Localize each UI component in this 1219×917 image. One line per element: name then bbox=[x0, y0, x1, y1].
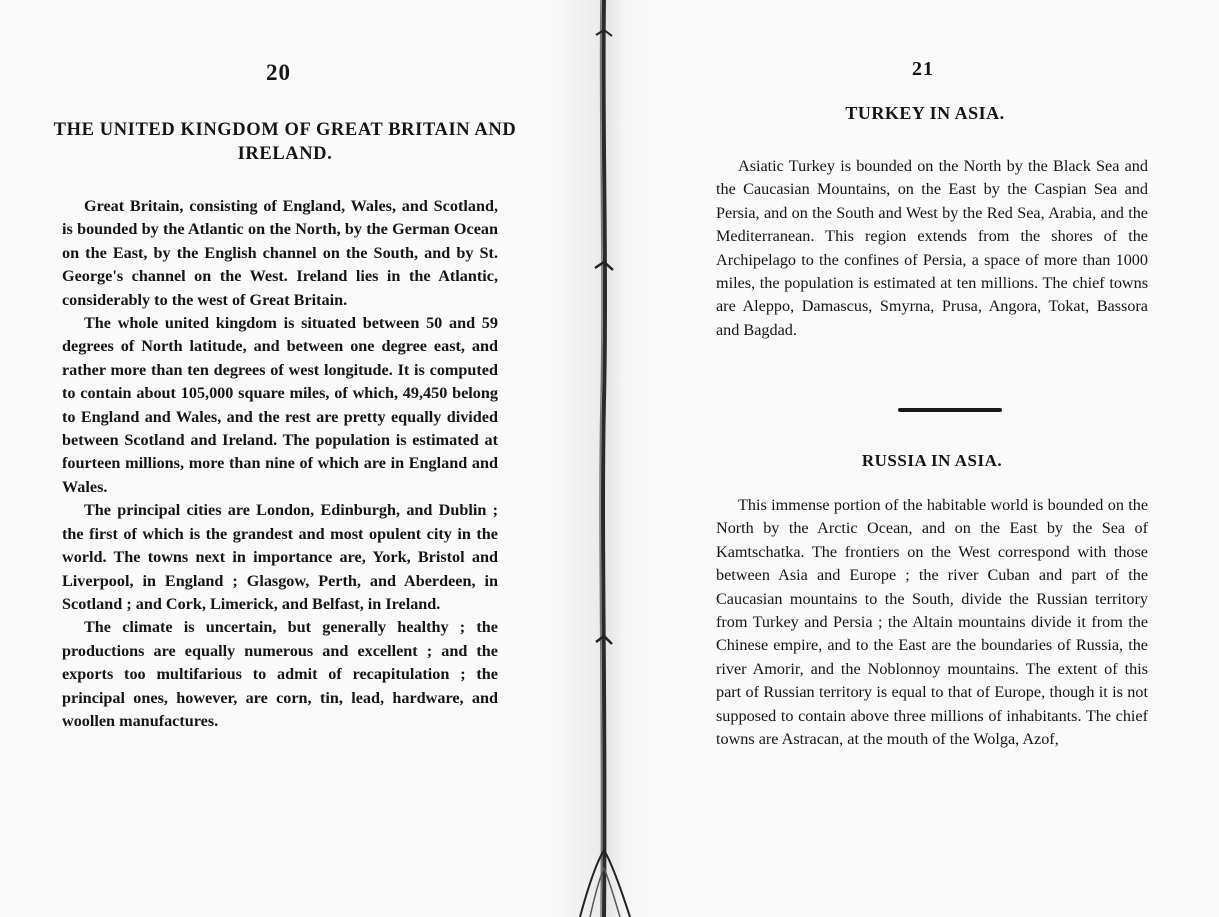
paragraph-russia: This immense portion of the habitable world is bounded on the North by the Arctic Ocean, and on the East by the Sea of Kamtschatka. The frontiers on the West correspond with those between Asia and Europe ; the river Cuban and part of the Caucasian mountains to the South, divide the Russian territory from Turkey and Persia ; the Altain mountains divide it from the Chinese empire, and to the East are the boundaries of Russia, the river Amorir, and the Noblonnoy mountains. The extent of this part of Russian territory is equal to that of Europe, though it is not supposed to contain above three millions of inhabitants. The chief towns are Astracan, at the mouth of the Wolga, Azof, bbox=[716, 496, 1148, 749]
paragraph-turkey: Asiatic Turkey is bounded on the North by the Black Sea and the Caucasian Mountains, on the East by the Caspian Sea and Persia, and on the South and West by the Red Sea, Arabia, and the Mediterranean. This region extends from the shores of the Archipelago to the confines of Persia, a space of more than 1000 miles, the population is estimated at ten millions. The chief towns are Aleppo, Damascus, Smyrna, Prusa, Angora, Tokat, Bassora and Bagdad. bbox=[716, 157, 1148, 339]
paragraph-extent: The whole united kingdom is situated between 50 and 59 degrees of North latitude, and between one degree east, and rather more than ten degrees of west longitude. It is computed to contain about 105,000 square miles, of which, 49,450 belong to England and Wales, and the rest are pretty equally divided between Scotland and Ireland. The population is estimated at fourteen millions, more than nine of which are in England and Wales. bbox=[62, 314, 498, 496]
page-number-right: 21 bbox=[912, 58, 934, 80]
paragraph-cities: The principal cities are London, Edinburgh, and Dublin ; the first of which is the grandest and most opulent city in the world. The towns next in importance are, York, Bristol and Liverpool, in England ; Glasgow, Perth, and Aberdeen, in Scotland ; and Cork, Limerick, and Belfast, in Ireland. bbox=[62, 501, 498, 613]
binding-spine bbox=[560, 0, 650, 917]
section-title-russia: RUSSIA IN ASIA. bbox=[861, 451, 1003, 470]
page-number-left: 20 bbox=[266, 60, 291, 85]
section-divider-rule bbox=[898, 408, 1002, 412]
body-text-turkey bbox=[716, 155, 1148, 342]
paragraph-climate: The climate is uncertain, but generally healthy ; the productions are equally numerous and excellent ; and the exports too multifarious to admit of recapitulation ; the principal ones, however, are corn, tin, lead, hardware, and woollen manufactures. bbox=[62, 618, 498, 730]
chapter-title-uk: THE UNITED KINGDOM OF GREAT BRITAIN AND IRELAND. bbox=[53, 120, 517, 164]
paragraph-boundaries: Great Britain, consisting of England, Wales, and Scotland, is bounded by the Atlantic on the North, by the German Ocean on the East, by the English channel on the South, and by St. George's channel on the West. Ireland lies in the Atlantic, considerably to the west of Great Britain. bbox=[62, 197, 498, 309]
body-text-russia bbox=[716, 494, 1148, 751]
body-text-left bbox=[62, 195, 498, 733]
section-title-turkey: TURKEY IN ASIA. bbox=[845, 103, 1005, 123]
